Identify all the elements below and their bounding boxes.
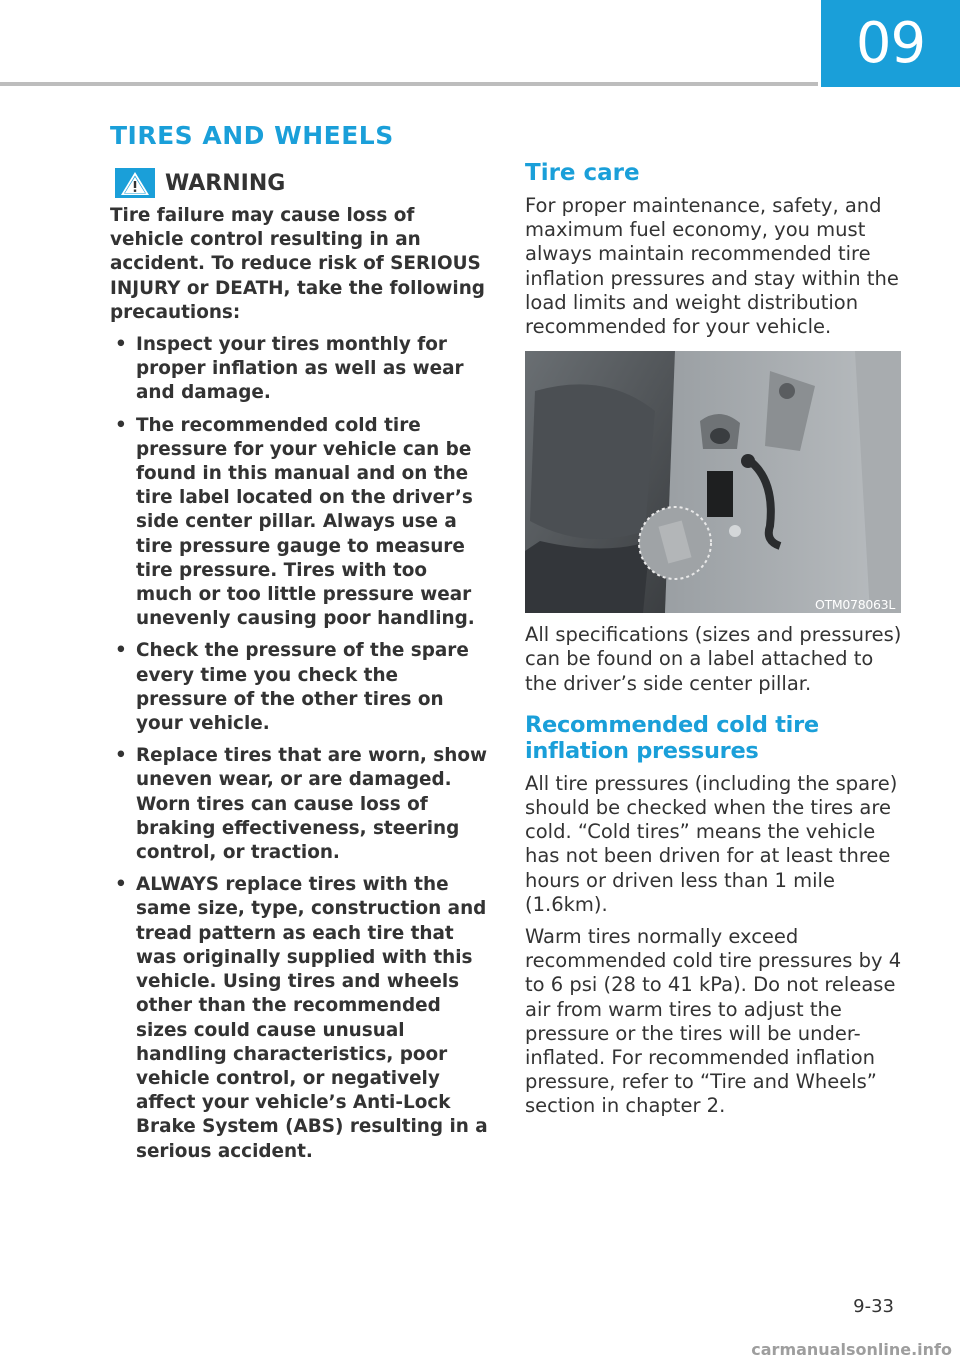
door-pillar-photo (525, 351, 901, 613)
warning-item: • The recommended cold tire pressure for your vehicle can be found in this manual and on the tire label located on the driver’s side center pillar. Always use a tire pressure gauge to measure tire pressure. Tires with too much or too little pressure wear unevenly causing poor handling. (110, 414, 488, 632)
warning-triangle-icon (115, 168, 155, 198)
door-pillar-illustration (525, 351, 901, 613)
chapter-number: 09 (855, 11, 926, 76)
warning-label: WARNING (165, 170, 286, 196)
watermark: carmanualsonline.info (751, 1340, 952, 1359)
warning-column (110, 166, 488, 1172)
section-title: TIRES AND WHEELS (110, 121, 394, 150)
page-number: 9-33 (853, 1296, 894, 1317)
tire-info-column (525, 158, 903, 1119)
tire-care-paragraph: For proper maintenance, safety, and maximum fuel economy, you must always maintain recommended tire inflation pressures and stay within the load limits and weight distribution recommended for your vehicle. (525, 194, 899, 339)
tire-care-heading: Tire care (525, 160, 640, 186)
header-rule (0, 82, 818, 86)
warning-list (110, 333, 488, 1164)
warning-item: • Check the pressure of the spare every time you check the pressure of the other tires on your vehicle. (110, 639, 488, 736)
warning-item: • Inspect your tires monthly for proper inflation as well as wear and damage. (110, 333, 488, 406)
chapter-tab (821, 0, 960, 87)
figure-caption: All specifications (sizes and pressures) can be found on a label attached to the driver’s side center pillar. (525, 623, 902, 695)
cold-pressure-heading: Recommended cold tire inflation pressures (525, 711, 819, 764)
warning-item: • ALWAYS replace tires with the same size, type, construction and tread pattern as each tire that was originally supplied with this vehicle. Using tires and wheels other than the recommended sizes could cause unusual handling characteristics, poor vehicle control, or negatively affect your vehicle’s Anti-Lock Brake System (ABS) resulting in a serious accident. (110, 873, 488, 1163)
warning-intro: Tire failure may cause loss of vehicle control resulting in an accident. To reduce risk of SERIOUS INJURY or DEATH, take the following precautions: (110, 205, 485, 323)
warning-header (110, 166, 488, 200)
figure-code: OTM078063L (815, 597, 895, 613)
cold-pressure-paragraph-2: Warm tires normally exceed recommended cold tire pressures by 4 to 6 psi (28 to 41 kPa). Do not release air from warm tires to adjust the pressure or the tires will be under-inflated. For recommended inflation pressure, refer to “Tire and Wheels” section in chapter 2. (525, 925, 902, 1118)
warning-item: • Replace tires that are worn, show uneven wear, or are damaged. Worn tires can cause loss of braking effectiveness, steering control, or traction. (110, 744, 488, 865)
cold-pressure-paragraph-1: All tire pressures (including the spare) should be checked when the tires are cold. “Cold tires” means the vehicle has not been driven for at least three hours or driven less than 1 mile (1.6km). (525, 771, 898, 916)
